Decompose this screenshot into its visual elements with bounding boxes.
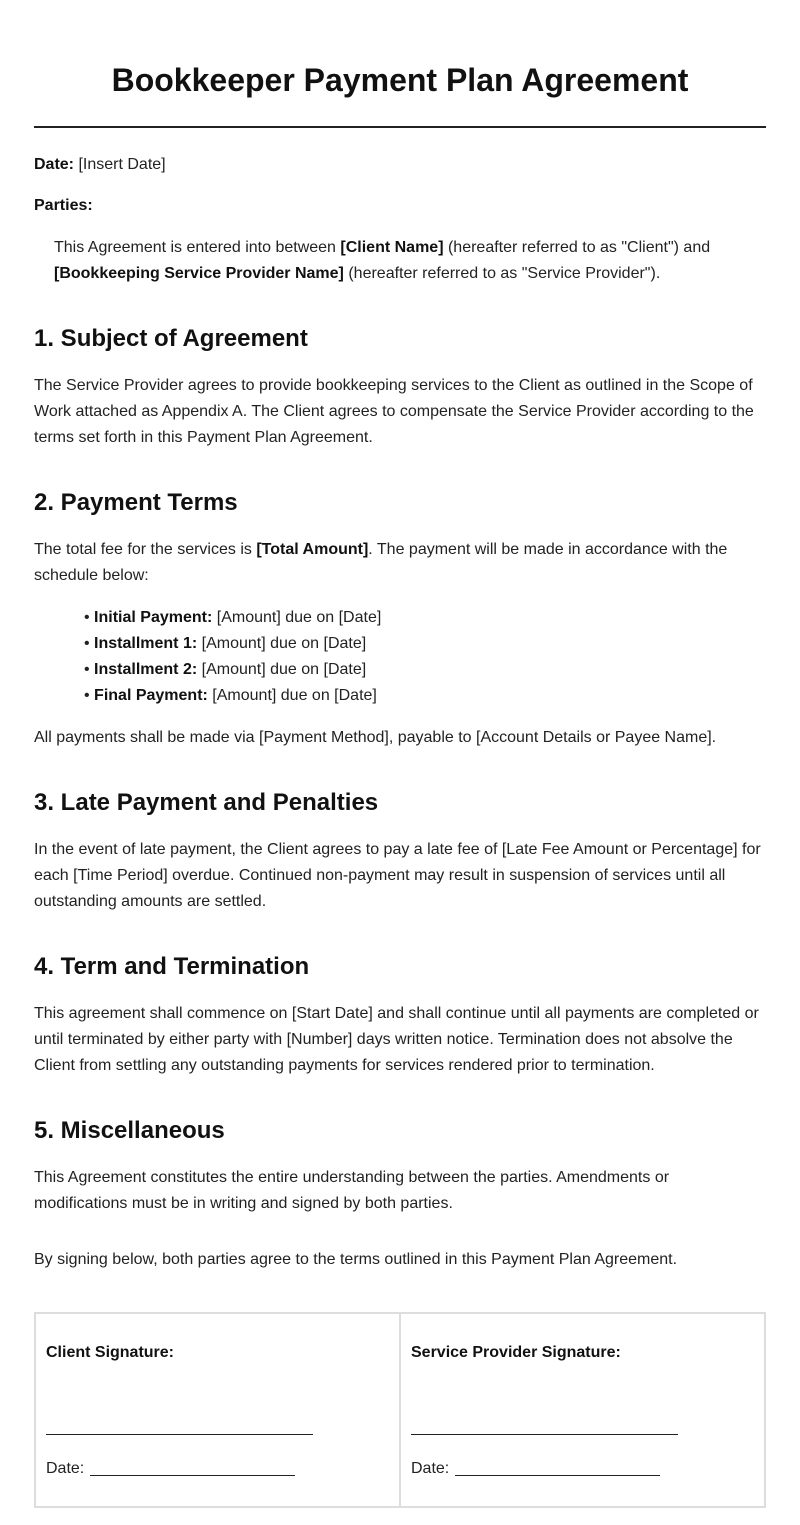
section-2-heading: 2. Payment Terms	[34, 489, 238, 516]
provider-signature-label: Service Provider Signature:	[411, 1344, 621, 1361]
date-label: Date:	[34, 156, 75, 173]
schedule-label: Initial Payment:	[94, 609, 213, 626]
payment-terms-text-1: The total fee for the services is	[34, 541, 257, 558]
date-line	[34, 152, 766, 178]
client-signature-label: Client Signature:	[46, 1344, 175, 1361]
list-item	[84, 683, 766, 709]
client-date-line[interactable]	[90, 1475, 295, 1476]
client-date-field[interactable]	[46, 1456, 295, 1482]
parties-label: Parties:	[34, 197, 93, 214]
total-amount-placeholder: [Total Amount]	[256, 541, 369, 558]
provider-date-line[interactable]	[455, 1475, 660, 1476]
section-3-text: In the event of late payment, the Client agrees to pay a late fee of [Late Fee Amount or Percentage] for each [Time Period] overdue. Continued non-payment may result in suspension of services until all outstanding amounts are settled.	[34, 841, 761, 910]
schedule-text: [Amount] due on [Date]	[197, 661, 367, 678]
parties-paragraph	[34, 235, 766, 287]
signature-table	[34, 1312, 766, 1508]
section-2-text	[34, 537, 766, 589]
title-divider	[34, 126, 766, 128]
parties-text-2: (hereafter referred to as "Client") and	[443, 239, 711, 256]
list-item	[84, 631, 766, 657]
payment-schedule-list	[34, 605, 766, 709]
client-signature-cell	[36, 1314, 399, 1506]
bullet: •	[84, 661, 95, 678]
provider-name-placeholder: [Bookkeeping Service Provider Name]	[54, 265, 344, 282]
schedule-text: [Amount] due on [Date]	[212, 609, 382, 626]
provider-date-label: Date:	[411, 1460, 450, 1477]
payment-terms-text-2: . The payment will be made in accordance with the schedule below:	[34, 541, 728, 584]
section-4-heading: 4. Term and Termination	[34, 953, 310, 980]
schedule-label: Installment 2:	[94, 661, 198, 678]
section-5-heading: 5. Miscellaneous	[34, 1117, 225, 1144]
signing-intro: By signing below, both parties agree to the terms outlined in this Payment Plan Agreement.	[34, 1251, 678, 1268]
parties-text-1: This Agreement is entered into between	[54, 239, 341, 256]
bullet: •	[84, 687, 95, 704]
client-name-placeholder: [Client Name]	[340, 239, 444, 256]
section-1-text: The Service Provider agrees to provide bookkeeping services to the Client as outlined in the Scope of Work attached as Appendix A. The Client agrees to compensate the Service Provider according to the terms set forth in this Payment Plan Agreement.	[34, 377, 754, 446]
bullet: •	[84, 635, 95, 652]
date-value: [Insert Date]	[74, 156, 166, 173]
client-date-label: Date:	[46, 1460, 85, 1477]
schedule-label: Installment 1:	[94, 635, 198, 652]
section-5-text: This Agreement constitutes the entire understanding between the parties. Amendments or modifications must be in writing and signed by both parties.	[34, 1169, 670, 1212]
bullet: •	[84, 609, 95, 626]
payment-method-text: All payments shall be made via [Payment Method], payable to [Account Details or Payee Name].	[34, 729, 717, 746]
list-item	[84, 605, 766, 631]
section-1-heading: 1. Subject of Agreement	[34, 325, 308, 352]
parties-text-3: (hereafter referred to as "Service Provider").	[343, 265, 661, 282]
provider-signature-line[interactable]	[411, 1434, 678, 1435]
schedule-text: [Amount] due on [Date]	[207, 687, 377, 704]
list-item	[84, 657, 766, 683]
document-title: Bookkeeper Payment Plan Agreement	[111, 62, 689, 98]
section-3-heading: 3. Late Payment and Penalties	[34, 789, 379, 816]
client-signature-line[interactable]	[46, 1434, 313, 1435]
schedule-text: [Amount] due on [Date]	[197, 635, 367, 652]
schedule-label: Final Payment:	[94, 687, 208, 704]
provider-date-field[interactable]	[411, 1456, 660, 1482]
provider-signature-cell	[399, 1314, 764, 1506]
section-4-text: This agreement shall commence on [Start Date] and shall continue until all payments are completed or until terminated by either party with [Number] days written notice. Termination does not absolve the Client from settling any outstanding payments for services rendered prior to termination.	[34, 1005, 759, 1074]
